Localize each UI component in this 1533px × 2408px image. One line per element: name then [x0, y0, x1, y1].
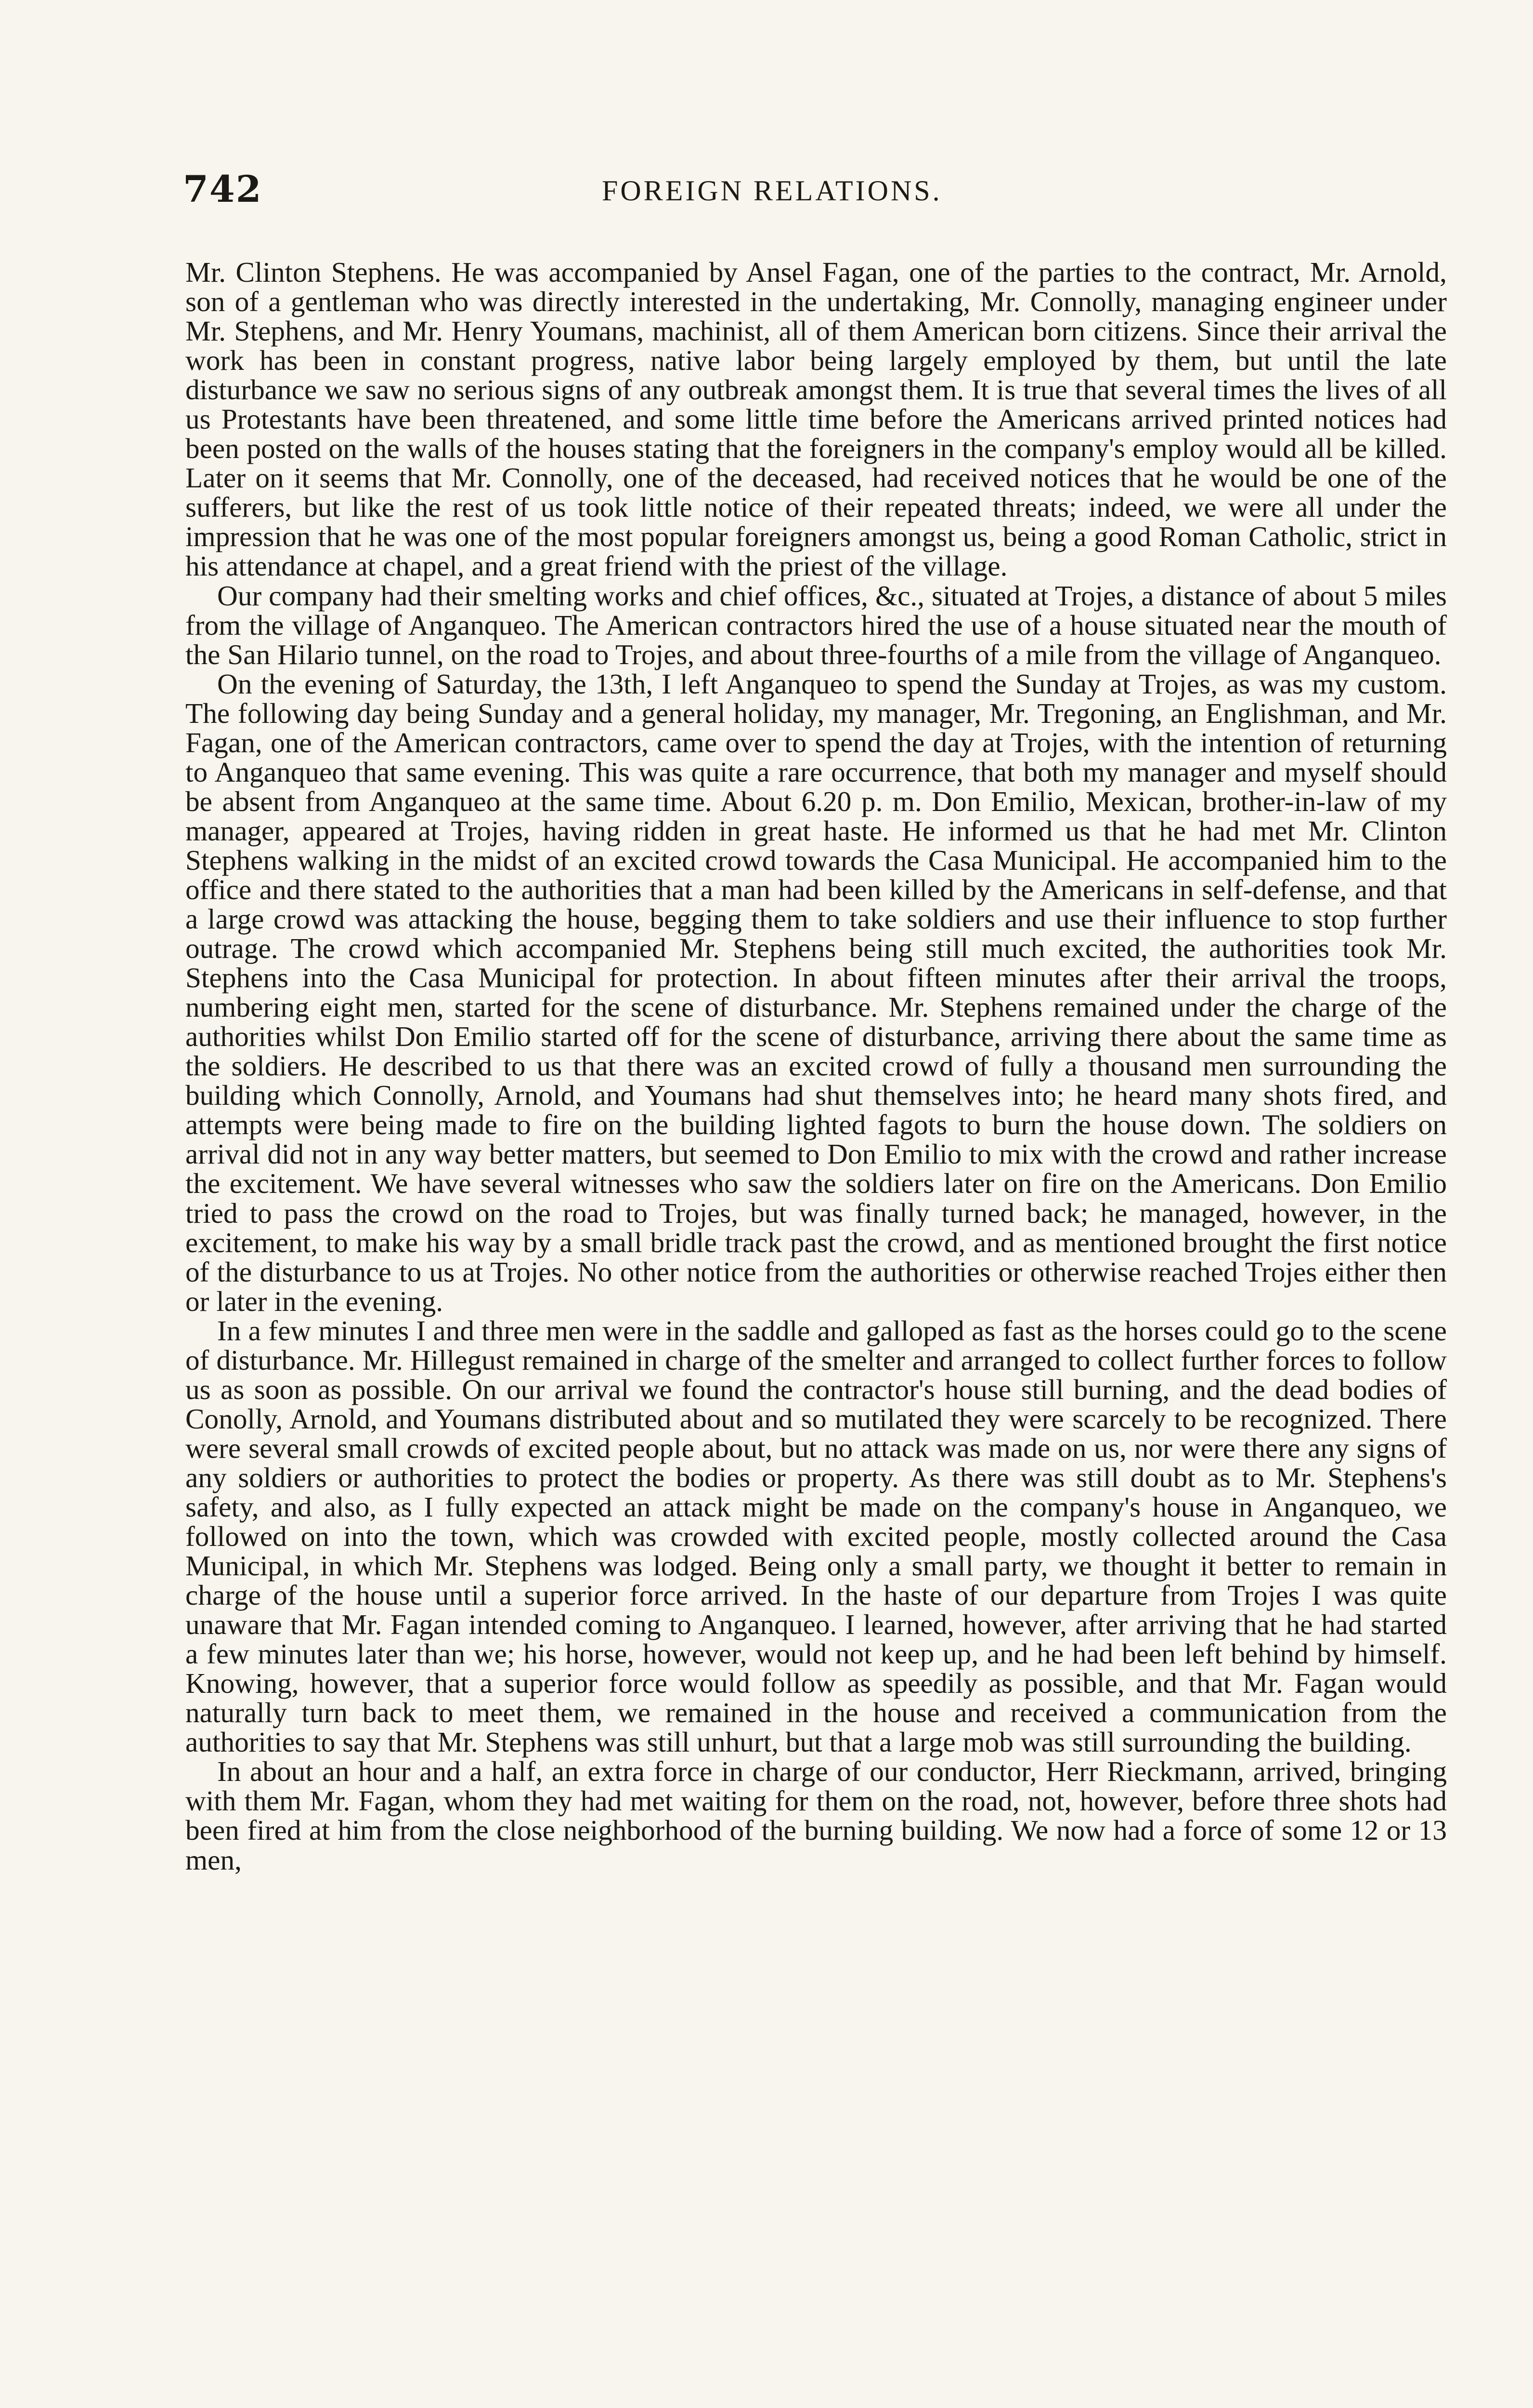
paragraph-extra-force: In about an hour and a half, an extra force in charge of our conductor, Herr Rieckmann, arrived, bringing with them Mr. Fagan, whom they had met waiting for them on the road, not, however, before three shots had been fired at him from the close neighborhood of the burning building. We now had a force of some 12 or 13 men, — [185, 1755, 1447, 1876]
running-head: FOREIGN RELATIONS. — [602, 175, 942, 207]
paragraph-continuation: Mr. Clinton Stephens. He was accompanied by Ansel Fagan, one of the parties to the contract, Mr. Arnold, son of a gentleman who was directly interested in the undertaking, Mr. Connolly, managing engineer under Mr. Stephens, and Mr. Henry Youmans, machinist, all of them American born citizens. Since their arrival the work has been in constant progress, native labor being largely employed by them, but until the late disturbance we saw no serious signs of any outbreak amongst them. It is true that several times the lives of all us Protestants have been threatened, and some little time before the Americans arrived printed notices had been posted on the walls of the houses stating that the foreigners in the company's employ would all be killed. Later on it seems that Mr. Connolly, one of the deceased, had received notices that he would be one of the sufferers, but like the rest of us took little notice of their repeated threats; indeed, we were all under the impression that he was one of the most popular foreigners amongst us, being a good Roman Catholic, strict in his attendance at chapel, and a great friend with the priest of the village. — [185, 256, 1447, 582]
page-header — [183, 168, 1449, 221]
paragraph-ride-to-scene: In a few minutes I and three men were in the saddle and galloped as fast as the horses could go to the scene of disturbance. Mr. Hillegust remained in charge of the smelter and arranged to collect further forces to follow us as soon as possible. On our arrival we found the contractor's house still burning, and the dead bodies of Conolly, Arnold, and Youmans distributed about and so mutilated they were scarcely to be recognized. There were several small crowds of excited people about, but no attack was made on us, nor were there any signs of any soldiers or authorities to protect the bodies or property. As there was still doubt as to Mr. Stephens's safety, and also, as I fully expected an attack might be made on the company's house in Anganqueo, we followed on into the town, which was crowded with excited people, mostly collected around the Casa Municipal, in which Mr. Stephens was lodged. Being only a small party, we thought it better to remain in charge of the house until a superior force arrived. In the haste of our departure from Trojes I was quite unaware that Mr. Fagan intended coming to Anganqueo. I learned, however, after arriving that he had started a few minutes later than we; his horse, however, would not keep up, and he had been left behind by himself. Knowing, however, that a superior force would follow as speedily as possible, and that Mr. Fagan would naturally turn back to meet them, we remained in the house and received a communication from the authorities to say that Mr. Stephens was still unhurt, but that a large mob was still surrounding the building. — [185, 1314, 1447, 1758]
page-number: 742 — [183, 168, 262, 210]
body-text — [185, 258, 1447, 1875]
paragraph-saturday-evening: On the evening of Saturday, the 13th, I left Anganqueo to spend the Sunday at Trojes, as was my custom. The following day being Sunday and a general holiday, my manager, Mr. Tregoning, an Englishman, and Mr. Fagan, one of the American contractors, came over to spend the day at Trojes, with the intention of returning to Anganqueo that same evening. This was quite a rare occurrence, that both my manager and myself should be absent from Anganqueo at the same time. About 6.20 p. m. Don Emilio, Mexican, brother-in-law of my manager, appeared at Trojes, having ridden in great haste. He informed us that he had met Mr. Clinton Stephens walking in the midst of an excited crowd towards the Casa Municipal. He accompanied him to the office and there stated to the authorities that a man had been killed by the Americans in self-defense, and that a large crowd was attacking the house, begging them to take soldiers and use their influence to stop further outrage. The crowd which accompanied Mr. Stephens being still much excited, the authorities took Mr. Stephens into the Casa Municipal for protection. In about fifteen minutes after their arrival the troops, numbering eight men, started for the scene of disturbance. Mr. Stephens remained under the charge of the authorities whilst Don Emilio started off for the scene of disturbance, arriving there about the same time as the soldiers. He described to us that there was an excited crowd of fully a thousand men surrounding the building which Connolly, Arnold, and Youmans had shut themselves into; he heard many shots fired, and attempts were being made to fire on the building lighted fagots to burn the house down. The soldiers on arrival did not in any way better matters, but seemed to Don Emilio to mix with the crowd and rather increase the excitement. We have several witnesses who saw the soldiers later on fire on the Americans. Don Emilio tried to pass the crowd on the road to Trojes, but was finally turned back; he managed, however, in the excitement, to make his way by a small bridle track past the crowd, and as mentioned brought the first notice of the disturbance to us at Trojes. No other notice from the authorities or otherwise reached Trojes either then or later in the evening. — [185, 667, 1447, 1317]
paragraph-company-location: Our company had their smelting works and chief offices, &c., situated at Trojes, a distance of about 5 miles from the village of Anganqueo. The American contractors hired the use of a house situated near the mouth of the San Hilario tunnel, on the road to Trojes, and about three-fourths of a mile from the village of Anganqueo. — [185, 579, 1447, 670]
